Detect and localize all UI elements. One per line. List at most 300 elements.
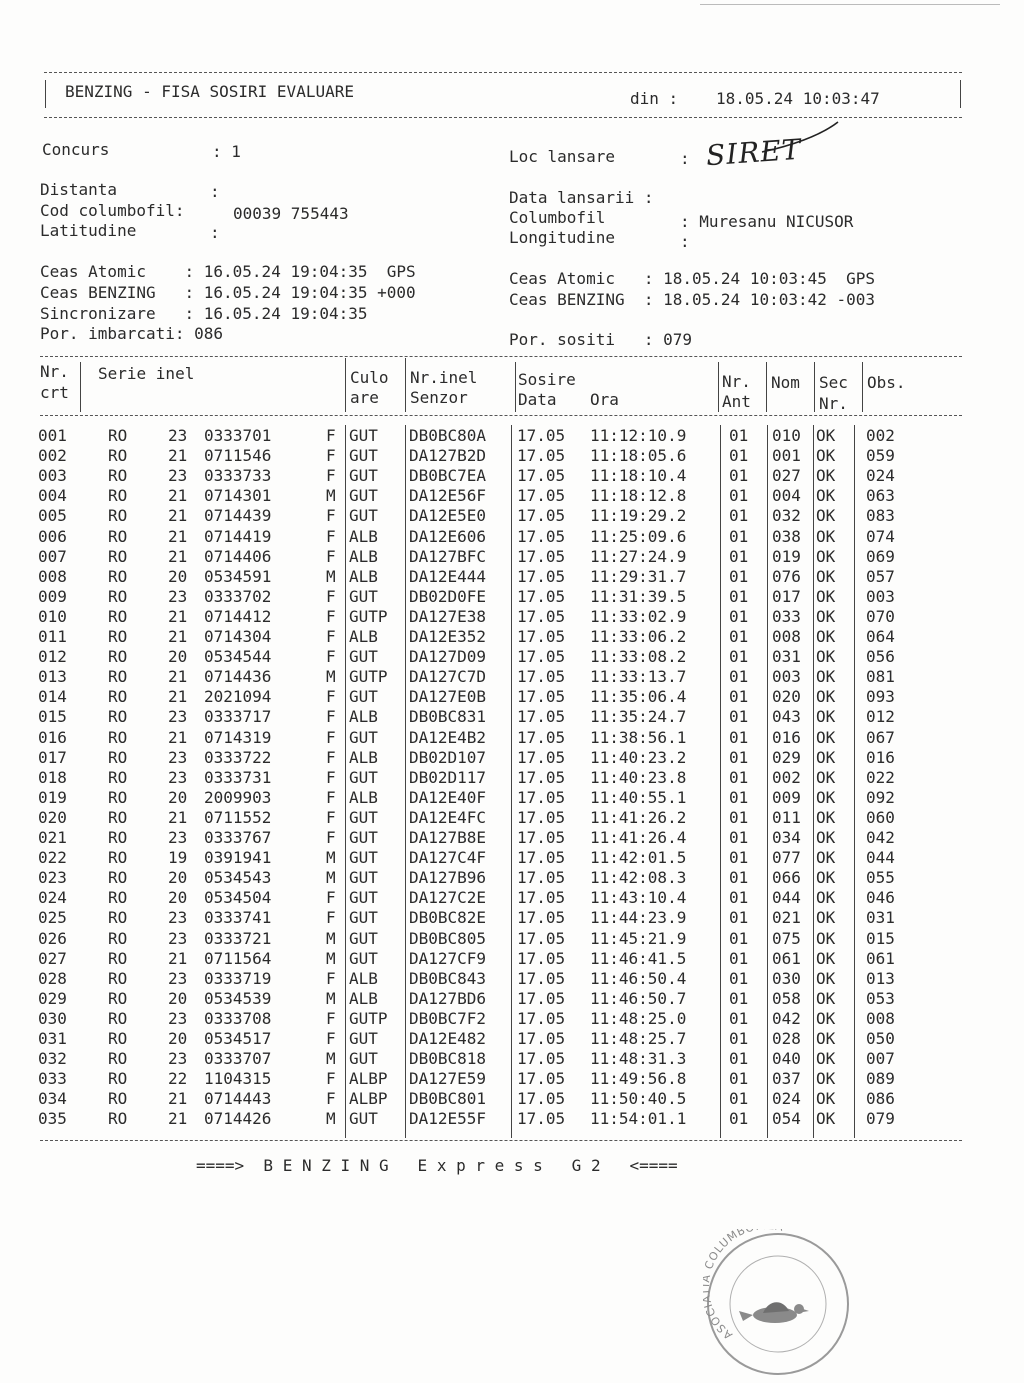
cell-year: 20 (168, 787, 188, 807)
cell-ant: 01 (729, 767, 749, 787)
cell-year: 21 (168, 546, 188, 566)
cell-sex: F (326, 908, 336, 928)
table-row (0, 1029, 1024, 1049)
cell-sec: OK (816, 586, 836, 606)
cell-time: 11:19:29.2 (590, 506, 687, 526)
cell-sex: F (326, 606, 336, 626)
cell-country: RO (108, 667, 128, 687)
cell-obs: 086 (866, 1089, 895, 1109)
cell-ant: 01 (729, 627, 749, 646)
cell-color: ALB (349, 566, 378, 586)
cell-time: 11:46:50.7 (590, 988, 687, 1008)
cell-year: 23 (168, 707, 188, 727)
cell-sex: F (326, 687, 336, 707)
cell-nom: 042 (772, 1008, 801, 1028)
cell-year: 21 (168, 948, 188, 968)
cell-date: 17.05 (517, 787, 566, 807)
cell-ring: 0333721 (204, 928, 272, 948)
cell-year: 20 (168, 647, 188, 667)
cell-sex: F (326, 466, 336, 486)
cell-date: 17.05 (517, 446, 566, 466)
cell-date: 17.05 (517, 928, 566, 948)
cell-country: RO (108, 627, 128, 646)
cell-year: 23 (168, 908, 188, 928)
cell-time: 11:45:21.9 (590, 928, 687, 948)
cell-year: 20 (168, 868, 188, 888)
cell-time: 11:33:08.2 (590, 647, 687, 667)
header-right-border (960, 80, 961, 108)
cell-year: 21 (168, 526, 188, 546)
cell-date: 17.05 (517, 948, 566, 968)
cell-time: 11:40:23.8 (590, 767, 687, 787)
cell-nom: 024 (772, 1089, 801, 1109)
cell-sex: M (326, 667, 336, 687)
cell-obs: 046 (866, 888, 895, 908)
cell-ant: 01 (729, 908, 749, 928)
cell-nom: 019 (772, 546, 801, 566)
cell-year: 20 (168, 1029, 188, 1048)
cell-ant: 01 (729, 1109, 749, 1129)
cell-nom: 004 (772, 486, 801, 506)
col-header-ora: Ora (590, 390, 619, 409)
cell-color: GUT (349, 767, 378, 787)
cell-country: RO (108, 868, 128, 888)
cell-ant: 01 (729, 526, 749, 546)
cell-nom: 021 (772, 908, 801, 928)
cell-nr: 033 (38, 1069, 67, 1089)
cell-year: 22 (168, 1069, 188, 1089)
table-row (0, 547, 1024, 567)
cell-country: RO (108, 1029, 128, 1048)
cell-color: GUT (349, 687, 378, 707)
cell-obs: 056 (866, 647, 895, 667)
col-sep-header (80, 362, 81, 412)
cell-sec: OK (816, 807, 836, 827)
cell-ring: 0534504 (204, 888, 272, 908)
cell-time: 11:50:40.5 (590, 1089, 687, 1109)
cell-ring: 0711552 (204, 807, 272, 827)
cell-nr: 035 (38, 1109, 67, 1129)
longitudine-label: Longitudine (509, 228, 615, 247)
cell-nom: 058 (772, 988, 801, 1008)
cell-sec: OK (816, 948, 836, 968)
cell-country: RO (108, 426, 128, 445)
cell-nr: 004 (38, 486, 67, 506)
cell-color: GUT (349, 868, 378, 888)
cell-sensor: DA12E606 (409, 526, 487, 546)
cell-sec: OK (816, 667, 836, 687)
table-row (0, 426, 1024, 446)
cell-nr: 015 (38, 707, 67, 727)
cell-date: 17.05 (517, 687, 566, 707)
cell-year: 23 (168, 1049, 188, 1069)
cell-nr: 013 (38, 667, 67, 687)
cell-date: 17.05 (517, 888, 566, 908)
cell-sec: OK (816, 606, 836, 626)
cell-sensor: DA127B2D (409, 446, 487, 466)
table-row (0, 929, 1024, 949)
cell-nr: 029 (38, 988, 67, 1008)
cell-time: 11:33:13.7 (590, 667, 687, 687)
cell-color: ALB (349, 747, 378, 767)
cell-ant: 01 (729, 586, 749, 606)
cell-color: ALBP (349, 1089, 388, 1109)
cell-time: 11:43:10.4 (590, 888, 687, 908)
cell-ant: 01 (729, 1029, 749, 1048)
longitudine-colon: : (680, 232, 690, 251)
cell-ant: 01 (729, 928, 749, 948)
cell-year: 20 (168, 888, 188, 908)
cell-country: RO (108, 928, 128, 948)
cell-sensor: DA127C4F (409, 848, 487, 868)
cell-date: 17.05 (517, 1029, 566, 1048)
col-header-nrinel: Nr.inel (410, 368, 478, 387)
col-header-obs: Obs. (867, 373, 906, 392)
cell-date: 17.05 (517, 848, 566, 868)
latitudine-colon: : (210, 223, 220, 242)
cell-date: 17.05 (517, 868, 566, 888)
header-left-border (45, 80, 46, 108)
cell-nr: 001 (38, 426, 67, 445)
cell-sec: OK (816, 1049, 836, 1069)
cell-nr: 014 (38, 687, 67, 707)
col-header-crt: crt (40, 383, 69, 402)
cell-year: 21 (168, 727, 188, 747)
cell-time: 11:27:24.9 (590, 546, 687, 566)
cell-ring: 0714419 (204, 526, 272, 546)
cell-sensor: DB02D107 (409, 747, 487, 767)
cell-ant: 01 (729, 868, 749, 888)
table-row (0, 828, 1024, 848)
cell-nom: 034 (772, 828, 801, 847)
cell-ring: 0711546 (204, 446, 272, 466)
cell-sec: OK (816, 647, 836, 667)
report-date-value: 18.05.24 10:03:47 (716, 89, 880, 108)
cell-country: RO (108, 988, 128, 1008)
cell-ant: 01 (729, 948, 749, 968)
sincronizare: Sincronizare : 16.05.24 19:04:35 (40, 304, 368, 323)
cell-sex: F (326, 426, 336, 445)
cell-ant: 01 (729, 687, 749, 707)
cell-country: RO (108, 466, 128, 486)
cell-nom: 011 (772, 807, 801, 827)
col-header-nom: Nom (771, 373, 800, 392)
cell-sec: OK (816, 1008, 836, 1028)
cell-country: RO (108, 807, 128, 827)
header-top-border (44, 72, 962, 73)
cell-ring: 0534517 (204, 1029, 272, 1048)
table-row (0, 868, 1024, 888)
cell-year: 21 (168, 446, 188, 466)
cell-country: RO (108, 566, 128, 586)
cell-year: 23 (168, 1008, 188, 1028)
cell-ring: 2009903 (204, 787, 272, 807)
cell-country: RO (108, 968, 128, 988)
cell-ant: 01 (729, 707, 749, 727)
cell-sec: OK (816, 1069, 836, 1089)
cell-ant: 01 (729, 968, 749, 988)
col-header-culo: Culo (350, 368, 389, 387)
cell-nr: 008 (38, 566, 67, 586)
cell-obs: 016 (866, 747, 895, 767)
cell-time: 11:18:10.4 (590, 466, 687, 486)
cell-ring: 0333707 (204, 1049, 272, 1069)
cell-nom: 008 (772, 627, 801, 646)
cell-sex: F (326, 647, 336, 667)
cell-obs: 003 (866, 586, 895, 606)
cell-ant: 01 (729, 747, 749, 767)
distanta-colon: : (210, 182, 220, 201)
cell-sex: M (326, 1049, 336, 1069)
cell-ant: 01 (729, 446, 749, 466)
cell-sensor: DA127E59 (409, 1069, 487, 1089)
cell-color: ALB (349, 968, 378, 988)
cell-year: 20 (168, 988, 188, 1008)
cell-sensor: DA127D09 (409, 647, 487, 667)
cell-country: RO (108, 687, 128, 707)
cell-sex: F (326, 787, 336, 807)
cell-nom: 033 (772, 606, 801, 626)
porumbei-imbarcati: Por. imbarcati: 086 (40, 324, 224, 343)
cell-obs: 042 (866, 828, 895, 847)
cell-country: RO (108, 888, 128, 908)
col-header-sec: Sec (819, 373, 848, 392)
col-sep-header (345, 358, 346, 412)
cell-nr: 005 (38, 506, 67, 526)
cell-ant: 01 (729, 828, 749, 847)
cell-ant: 01 (729, 807, 749, 827)
cell-sensor: DA12E5E0 (409, 506, 487, 526)
cell-sex: F (326, 1089, 336, 1109)
cell-sex: M (326, 1109, 336, 1129)
cell-color: GUT (349, 727, 378, 747)
cell-obs: 007 (866, 1049, 895, 1069)
table-bottom-border (40, 1140, 962, 1141)
cell-obs: 081 (866, 667, 895, 687)
cell-sensor: DA12E4FC (409, 807, 487, 827)
association-stamp (684, 1210, 834, 1360)
cell-time: 11:33:06.2 (590, 627, 687, 646)
cell-time: 11:42:01.5 (590, 848, 687, 868)
cell-nr: 017 (38, 747, 67, 767)
cell-nom: 066 (772, 868, 801, 888)
cell-color: ALBP (349, 1069, 388, 1089)
cell-nom: 030 (772, 968, 801, 988)
cell-sec: OK (816, 988, 836, 1008)
cell-obs: 060 (866, 807, 895, 827)
col-header-nr-ant: Nr. (722, 372, 751, 391)
cell-nom: 027 (772, 466, 801, 486)
cell-color: GUTP (349, 606, 388, 626)
cell-color: GUT (349, 647, 378, 667)
cell-color: GUT (349, 848, 378, 868)
cell-country: RO (108, 1069, 128, 1089)
cell-ring: 0534539 (204, 988, 272, 1008)
col-header-serie: Serie inel (98, 364, 195, 383)
col-sep-header (718, 362, 719, 412)
cell-date: 17.05 (517, 1008, 566, 1028)
cell-country: RO (108, 606, 128, 626)
col-header-nr: Nr. (40, 362, 69, 381)
cell-sec: OK (816, 1029, 836, 1048)
table-row (0, 848, 1024, 868)
cell-sec: OK (816, 767, 836, 787)
cell-sensor: DB0BC801 (409, 1089, 487, 1109)
cell-year: 23 (168, 426, 188, 445)
cell-time: 11:41:26.4 (590, 828, 687, 847)
cell-nom: 043 (772, 707, 801, 727)
cell-sensor: DB0BC805 (409, 928, 487, 948)
cell-country: RO (108, 828, 128, 847)
cell-time: 11:48:25.7 (590, 1029, 687, 1048)
cell-time: 11:46:50.4 (590, 968, 687, 988)
cell-obs: 002 (866, 426, 895, 445)
cell-nom: 020 (772, 687, 801, 707)
cell-obs: 093 (866, 687, 895, 707)
cell-ring: 1104315 (204, 1069, 272, 1089)
table-top-border (40, 356, 962, 357)
cell-time: 11:40:55.1 (590, 787, 687, 807)
cell-year: 21 (168, 506, 188, 526)
cell-year: 21 (168, 486, 188, 506)
cell-ant: 01 (729, 1069, 749, 1089)
cell-color: GUT (349, 446, 378, 466)
cell-nr: 024 (38, 888, 67, 908)
cell-nom: 044 (772, 888, 801, 908)
cell-country: RO (108, 908, 128, 928)
cell-obs: 063 (866, 486, 895, 506)
cell-sex: F (326, 1008, 336, 1028)
cell-ant: 01 (729, 606, 749, 626)
stamp-circle (703, 1229, 853, 1379)
cell-sec: OK (816, 466, 836, 486)
cell-obs: 053 (866, 988, 895, 1008)
table-row (0, 788, 1024, 808)
cell-ring: 0333708 (204, 1008, 272, 1028)
col-sep-header (515, 362, 516, 412)
cell-year: 20 (168, 566, 188, 586)
cell-ring: 0333701 (204, 426, 272, 445)
table-row (0, 567, 1024, 587)
cell-country: RO (108, 1109, 128, 1129)
cell-nr: 007 (38, 546, 67, 566)
cell-sex: F (326, 1029, 336, 1048)
cell-sex: F (326, 828, 336, 847)
cell-sex: F (326, 627, 336, 646)
table-row (0, 949, 1024, 969)
table-row (0, 1009, 1024, 1029)
cell-sex: M (326, 868, 336, 888)
cell-year: 21 (168, 687, 188, 707)
cell-nom: 031 (772, 647, 801, 667)
loc-lansare-colon: : (680, 149, 690, 168)
cell-nr: 021 (38, 828, 67, 847)
cell-nom: 016 (772, 727, 801, 747)
cell-sex: F (326, 506, 336, 526)
cell-time: 11:12:10.9 (590, 426, 687, 445)
cell-ant: 01 (729, 888, 749, 908)
col-sep-header (814, 362, 815, 412)
cell-date: 17.05 (517, 486, 566, 506)
cell-obs: 079 (866, 1109, 895, 1129)
cell-nr: 023 (38, 868, 67, 888)
cell-nr: 018 (38, 767, 67, 787)
cell-sensor: DA127BD6 (409, 988, 487, 1008)
cell-sec: OK (816, 787, 836, 807)
table-row (0, 768, 1024, 788)
columbofil-label: Columbofil (509, 208, 606, 227)
cell-sex: M (326, 486, 336, 506)
cell-country: RO (108, 586, 128, 606)
cell-nr: 002 (38, 446, 67, 466)
cell-sec: OK (816, 888, 836, 908)
table-row (0, 748, 1024, 768)
cell-obs: 055 (866, 868, 895, 888)
cell-sex: F (326, 446, 336, 466)
cell-ring: 0714301 (204, 486, 272, 506)
cell-obs: 064 (866, 627, 895, 646)
cell-ant: 01 (729, 1008, 749, 1028)
cell-obs: 059 (866, 446, 895, 466)
cell-sec: OK (816, 868, 836, 888)
cell-sensor: DA12E444 (409, 566, 487, 586)
cell-date: 17.05 (517, 767, 566, 787)
cell-ring: 0714443 (204, 1089, 272, 1109)
cell-nom: 077 (772, 848, 801, 868)
cell-sensor: DA127C7D (409, 667, 487, 687)
cell-obs: 015 (866, 928, 895, 948)
cell-ant: 01 (729, 506, 749, 526)
cell-sensor: DB0BC818 (409, 1049, 487, 1069)
ceas-benzing-start: Ceas BENZING : 16.05.24 19:04:35 +000 (40, 283, 416, 302)
cell-ring: 0333731 (204, 767, 272, 787)
cell-nr: 009 (38, 586, 67, 606)
cell-color: ALB (349, 988, 378, 1008)
cell-country: RO (108, 1089, 128, 1109)
cell-date: 17.05 (517, 1049, 566, 1069)
table-row (0, 446, 1024, 466)
cell-sec: OK (816, 627, 836, 646)
cell-nom: 010 (772, 426, 801, 445)
cell-sensor: DA127C2E (409, 888, 487, 908)
cell-ant: 01 (729, 647, 749, 667)
cell-sec: OK (816, 968, 836, 988)
cell-time: 11:46:41.5 (590, 948, 687, 968)
cell-time: 11:29:31.7 (590, 566, 687, 586)
table-row (0, 466, 1024, 486)
cell-year: 19 (168, 848, 188, 868)
cell-sec: OK (816, 828, 836, 847)
cell-obs: 074 (866, 526, 895, 546)
cell-nr: 010 (38, 606, 67, 626)
cell-nr: 034 (38, 1089, 67, 1109)
cell-time: 11:25:09.6 (590, 526, 687, 546)
table-row (0, 888, 1024, 908)
col-sep-header (862, 362, 863, 412)
cell-obs: 008 (866, 1008, 895, 1028)
cell-sec: OK (816, 1089, 836, 1109)
concurs-label: Concurs (42, 140, 110, 159)
cell-ring: 0333741 (204, 908, 272, 928)
cell-year: 23 (168, 828, 188, 847)
cell-obs: 083 (866, 506, 895, 526)
cell-date: 17.05 (517, 828, 566, 847)
table-row (0, 1049, 1024, 1069)
cell-sensor: DA127CF9 (409, 948, 487, 968)
cell-sensor: DB02D0FE (409, 586, 487, 606)
cell-time: 11:35:06.4 (590, 687, 687, 707)
concurs-value: : 1 (212, 142, 241, 161)
